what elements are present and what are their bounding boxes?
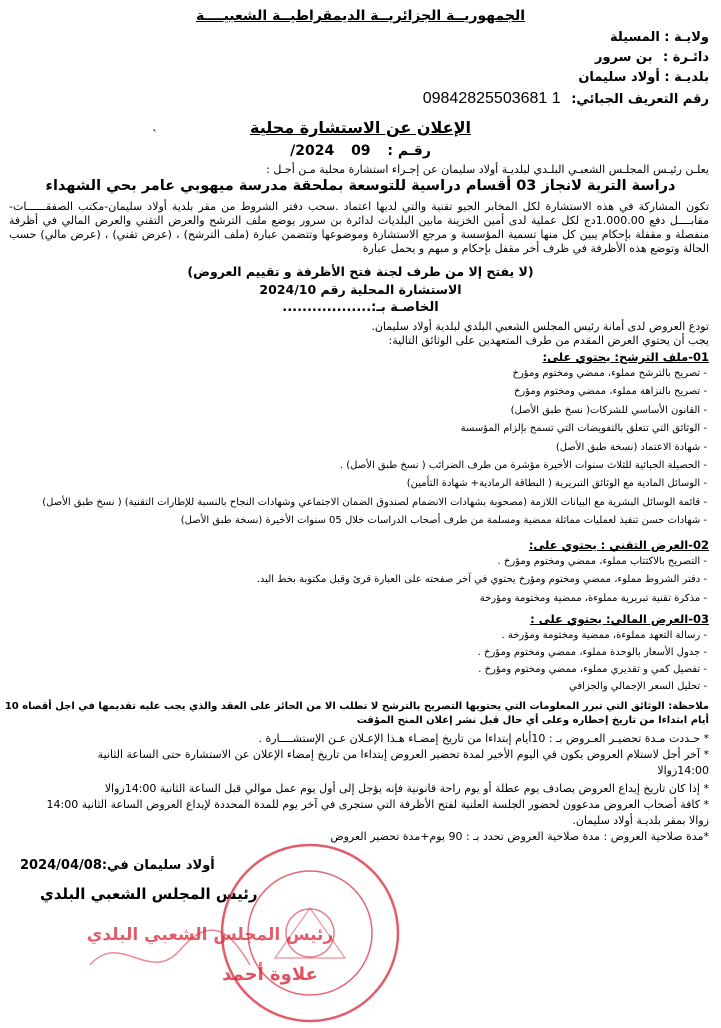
reference-number: 09	[351, 143, 371, 159]
holiday-note: * إذا كان تاريخ إيداع العروض يصادف يوم عطلة أو يوم راحة قانونية فإنه يؤجل إلى أول يوم عمل موالي قبل الساعة الثانية 14:00زوالا	[104, 782, 709, 795]
deadline-time: 14:00زوالا	[657, 764, 709, 777]
technical-doc-item: - التصريح بالاكتتاب مملوء، ممضي ومختوم ومؤرخ .	[497, 556, 707, 567]
remark-note: ملاحظة: الوثائق التي تبرر المعلومات التي يحتويها التصريح بالترشح لا تطلب الا من الحائز على العقد والذي يجب عليه تقديمها في اجل أقصاه 10 أيام ابتداءا من تاريخ إخطاره وعلى أي حال قبل نشر إعلان المنح المؤقت	[4, 701, 709, 726]
reference-year: 2024/	[290, 143, 335, 159]
technical-doc-item: - مذكرة تقنية تبريرية مملوءة، ممضية ومختومة ومؤرخة	[479, 592, 707, 604]
deposit-text: تودع العروض لدى أمانة رئيس المجلس الشعبي البلدي لبلدية أولاد سليمان.	[371, 320, 709, 333]
candidacy-doc-item: - تصريح بالترشح مملوء، ممضي ومختوم ومؤرخ	[512, 368, 707, 379]
consultation-number: الاستشارة المحلية رقم 2024/10	[259, 282, 462, 297]
candidacy-doc-item: - القانون الأساسي للشركات( نسخ طبق الأصل)	[510, 404, 707, 416]
daira-label: دائـرة :	[663, 50, 709, 65]
wilaya-line: ولايـة : المسيلة	[610, 30, 709, 45]
reference-label: رقـم :	[387, 143, 431, 159]
no-open-notice: (لا يفتح إلا من طرف لجنة فتح الأظرفة و تقييم العروض)	[187, 264, 534, 279]
financial-doc-item: - تحليل السعر الإجمالي والجزافي	[569, 681, 707, 692]
study-title: دراسة التربة لانجاز 03 أقسام دراسية للتوسعة بملحقة مدرسة ميهوبي عامر بحي الشهداء	[45, 178, 676, 194]
intro-text: يعلـن رئيـس المجلـس الشعبـي البلـدي لبلديـة أولاد سليمان عن إجـراء استشارة محلية مـن أجـل :	[266, 163, 709, 176]
participation-paragraph: تكون المشاركة في هذه الاستشارة لكل المخابر الجيو تقنية والتي لديها اعتماد .سحب دفتر الشروط من مقر بلدية أولاد سليمان-مكتب الصفقــــــات-مقابــــل دفع 1.000.00دج لكل عملية لدى أمين الخزينة مابين البلديات لدائرة بن سرور يوضع ملف الترشح والعرض التقني والعرض المالي في أظرفة منفصلة و مقفلة بإحكام يبين كل منها تسمية المؤسسة و مرجع الاستشارة وموضوعها وتتضمن عبارة (ملف الترشح) ، (عرض تقني) ، (عرض مالي) حسب الحالة وتوضع هذه الأظرفة في ظرف أخر مقفل بإحكام و مبهم و يحمل عبارة	[9, 200, 709, 255]
financial-doc-item: - رسالة التعهد مملوءة، ممضية ومختومة ومؤرخة .	[501, 630, 707, 641]
fiscal-label: رقم التعريف الجبائي:	[571, 92, 709, 107]
signature-date: 2024/04/08	[20, 858, 102, 873]
signatory-title: رئيس المجلس الشعبي البلدي	[40, 885, 258, 903]
fiscal-number: 09842825503681 1	[422, 90, 561, 107]
announcement-title: الإعلان عن الاستشارة محلية	[250, 118, 471, 137]
candidacy-doc-item: - الوسائل المادية مع الوثائق التبريرية ( البطاقة الرمادية+ شهادة التأمين)	[406, 478, 707, 490]
validity-note: *مدة صلاحية العروض : مدة صلاحية العروض تحدد بـ : 90 يوم+مدة تحضير العروض	[330, 830, 709, 843]
stamp-title-text: رئيس المجلس الشعبي البلدي	[86, 925, 334, 945]
fiscal-line	[423, 90, 709, 108]
technical-heading: 02-العرض التقني : يحتوي على:	[528, 538, 709, 552]
candidacy-doc-item: - شهادات حسن تنفيذ لعمليات مماثلة ممضية ومسلمة من طرف أصحاب الدراسات خلال 05 سنوات الأخيرة (نسخة طبق الأصل)	[180, 515, 707, 527]
prep-duration-note: * حـددت مـدة تحضيـر العـروض بـ : 10أيام إبتداءا من تاريخ إمضـاء هـذا الإعـلان عـن الإستشــــارة .	[258, 732, 709, 745]
candidacy-doc-item: - الحصيلة الجبائية للثلاث سنوات الأخيرة مؤشرة من طرف الضرائب ( نسخ طبق الأصل) .	[339, 460, 707, 471]
republic-header: الجمهوريــة الجزائريــة الديمقراطيــة الشعبيــــة	[195, 8, 526, 24]
reference-line	[0, 143, 721, 159]
candidacy-doc-item: - تصريح بالنزاهة مملوء، ممضي ومختوم ومؤرخ	[513, 386, 707, 398]
session-place: زوالا بمقر بلديـة أولاد سليمان.	[572, 814, 709, 827]
candidacy-doc-item: - قائمة الوسائل البشرية مع البيانات اللازمة (مصحوبة بشهادات الانضمام لصندوق الضمان الاجتماعي وشهادات النجاح بالنسبة للإطارات التقنية) ( نسخ طبق الأصل)	[42, 496, 707, 508]
stray-mark: `	[152, 128, 158, 142]
must-contain-text: يجب أن يحتوي العرض المقدم من طرف المتعهدين على الوثائق التالية:	[388, 334, 709, 347]
candidacy-doc-item: - الوثائق التي تتعلق بالتفويضات التي تسمح بإلزام المؤسسة	[460, 423, 707, 435]
session-note: * كافة أصحاب العروض مدعوون لحضور الجلسة العلنية لفتح الأظرفة التي ستجرى في آخر يوم للمدة المحددة لإيداع العروض الساعة الثانية 14:00	[46, 798, 709, 811]
signature-place-date	[20, 858, 215, 873]
candidacy-heading: 01-ملف الترشح: يحتوي على:	[542, 350, 709, 364]
handwritten-signature	[80, 910, 340, 990]
technical-doc-item: - دفتر الشروط مملوء، ممضي ومختوم ومؤرخ يحتوي في آخر صفحته على العبارة قرئ وقبل مكتوبة بخط اليد.	[256, 574, 707, 586]
special-line: الخاصـة بـ:..................	[282, 300, 439, 315]
financial-doc-item: - تفصيل كمي و تقديري مملوء، ممضي ومختوم ومؤرخ .	[478, 664, 707, 675]
commune-line: بلديـة : أولاد سليمان	[578, 70, 709, 85]
candidacy-doc-item: - شهادة الاعتماد (نسخة طبق الأصل)	[555, 441, 707, 453]
signer-name: علاوة أحمد	[222, 964, 318, 985]
daira-line	[595, 50, 709, 65]
financial-doc-item: - جدول الأسعار بالوحدة مملوء، ممضي ومختوم ومؤرخ .	[477, 647, 707, 658]
daira-value: بن سرور	[594, 50, 653, 65]
place-date-label: أولاد سليمان في:	[101, 858, 215, 873]
financial-heading: 03-العرض المالي: يحتوي على :	[530, 612, 709, 626]
deadline-note: * آخر أجل لاستلام العروض يكون في اليوم الأخير لمدة تحضير العروض إبتداءا من تاريخ إمضاء الإعلان عن الاستشارة حتى الساعة الثانية	[97, 748, 709, 761]
